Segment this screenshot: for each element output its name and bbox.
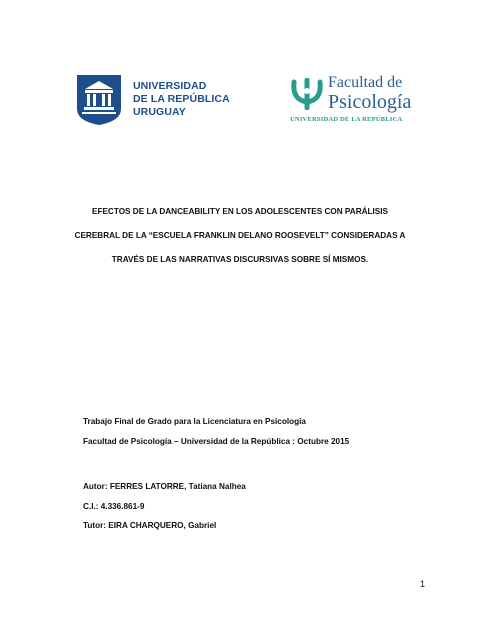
psi-symbol-icon [290, 78, 324, 110]
title-line-1: EFECTOS DE LA DANCEABILITY EN LOS ADOLESCENTES CON PARÁLISIS [92, 207, 388, 216]
psicologia-logo-line-2: Psicología [328, 91, 412, 113]
udelar-logo-line-1: UNIVERSIDAD [133, 80, 207, 92]
faculty-date-line: Facultad de Psicología – Universidad de la República : Octubre 2015 [83, 437, 350, 446]
facultad-psicologia-logo [290, 72, 430, 128]
page-number: 1 [420, 579, 426, 589]
psicologia-logo-line-1: Facultad de [328, 74, 403, 91]
udelar-logo-line-2: DE LA REPÚBLICA [133, 93, 230, 105]
thesis-title [40, 206, 440, 278]
udelar-logo-line-3: URUGUAY [133, 106, 186, 118]
tutor-line: Tutor: EIRA CHARQUERO, Gabriel [83, 521, 217, 530]
title-line-3: TRAVÉS DE LAS NARRATIVAS DISCURSIVAS SOBRE SÍ MISMOS. [111, 255, 369, 264]
title-line-2: CEREBRAL DE LA “ESCUELA FRANKLIN DELANO ROOSEVELT” CONSIDERADAS A [74, 231, 406, 240]
author-line: Autor: FERRES LATORRE, Tatiana Nalhea [83, 482, 246, 491]
university-seal-icon [77, 75, 121, 125]
ci-line: C.I.: 4.336.861-9 [83, 502, 145, 511]
degree-line: Trabajo Final de Grado para la Licenciatura en Psicología [83, 417, 306, 426]
psicologia-logo-line-3: UNIVERSIDAD DE LA REPÚBLICA [290, 116, 403, 123]
udelar-logo [77, 75, 247, 127]
